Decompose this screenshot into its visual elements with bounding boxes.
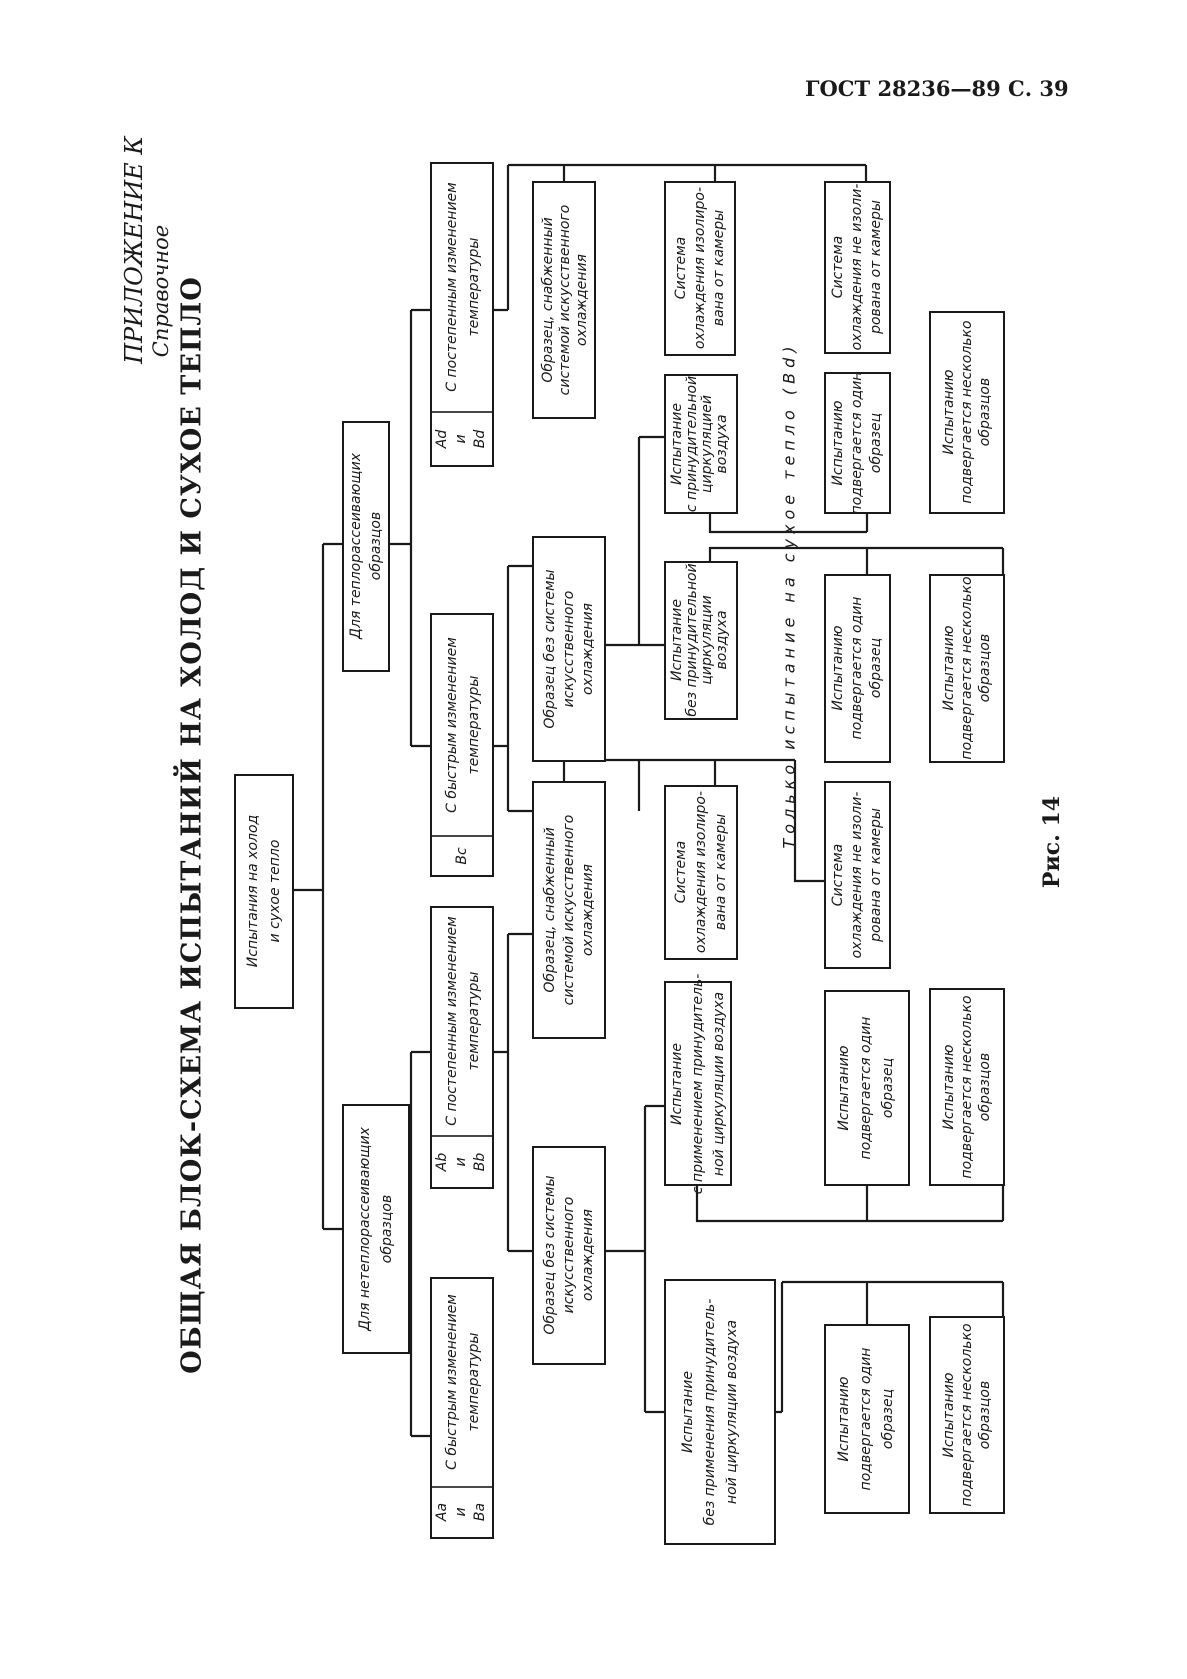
svg-text:ной циркуляции воздуха: ной циркуляции воздуха: [711, 991, 727, 1177]
svg-text:охлаждения не изоли-: охлаждения не изоли-: [849, 791, 865, 959]
svg-text:подвергается несколько: подвергается несколько: [959, 995, 975, 1179]
heat-dissipating-box: [343, 422, 389, 671]
appendix-reference: Справочное: [149, 224, 173, 358]
svg-text:Испытанию: Испытанию: [941, 1372, 957, 1458]
svg-text:подвергается один: подвергается один: [849, 596, 865, 740]
svg-text:Испытанию: Испытанию: [941, 1044, 957, 1130]
svg-text:Испытания на холод: Испытания на холод: [245, 814, 261, 968]
svg-text:с применением принудитель-: с применением принудитель-: [690, 973, 706, 1195]
svg-text:образцов: образцов: [379, 1194, 395, 1264]
svg-text:искусственного: искусственного: [561, 590, 577, 708]
cooling-insulated-1: [665, 786, 737, 959]
svg-text:с принудительной: с принудительной: [684, 375, 700, 513]
svg-text:Испытанию: Испытанию: [836, 1376, 852, 1462]
appendix-label: ПРИЛОЖЕНИЕ К: [120, 136, 148, 364]
svg-text:Испытание: Испытание: [669, 403, 685, 485]
svg-text:Ba: Ba: [472, 1502, 488, 1522]
figure-caption: Рис. 14: [1039, 795, 1065, 889]
mode-box-grad-h: [431, 163, 493, 466]
count-several-4: [930, 312, 1004, 513]
specimen-with-cooling-2: [533, 182, 595, 418]
svg-text:Ad: Ad: [434, 429, 450, 449]
root-box: [235, 775, 293, 1008]
svg-text:охлаждения: охлаждения: [580, 1209, 596, 1301]
svg-text:Bd: Bd: [472, 429, 488, 449]
svg-text:охлаждения изолиро-: охлаждения изолиро-: [693, 790, 709, 954]
svg-text:без принудительной: без принудительной: [684, 563, 700, 717]
svg-text:Испытанию: Испытанию: [836, 1045, 852, 1131]
svg-text:вана от камеры: вана от камеры: [711, 209, 727, 327]
svg-text:охлаждения: охлаждения: [574, 254, 590, 346]
test-with-forced-2: [665, 375, 737, 513]
test-with-forced-1: [665, 974, 731, 1194]
svg-text:С постепенным изменением: С постепенным изменением: [444, 182, 460, 392]
svg-text:Образец, снабженный: Образец, снабженный: [542, 827, 558, 993]
svg-text:образец: образец: [868, 637, 884, 699]
svg-text:Образец без системы: Образец без системы: [542, 1175, 558, 1335]
connector-heat: [389, 310, 431, 746]
connector-grad-nh: [493, 934, 533, 1251]
document-header: ГОСТ 28236—89 С. 39: [805, 76, 1069, 101]
connector-no-cooling-1: [605, 1106, 665, 1412]
svg-text:Испытание: Испытание: [680, 1371, 696, 1453]
svg-text:температуры: температуры: [466, 237, 482, 337]
svg-text:Ab: Ab: [434, 1152, 450, 1172]
svg-text:образцов: образцов: [977, 377, 993, 447]
cooling-not-insulated-2: [825, 182, 890, 353]
svg-text:Образец без системы: Образец без системы: [542, 569, 558, 729]
mode-box-fast-h: [431, 614, 493, 876]
svg-text:Система: Система: [830, 235, 846, 299]
connector-non-heat: [409, 1052, 431, 1436]
test-without-forced-1: [665, 1280, 775, 1544]
svg-text:воздуха: воздуха: [714, 414, 730, 474]
svg-text:Испытанию: Испытанию: [830, 400, 846, 486]
count-several-2: [930, 989, 1004, 1185]
svg-text:образец: образец: [868, 412, 884, 474]
svg-text:рована от камеры: рована от камеры: [868, 808, 884, 942]
specimen-no-cooling-2: [533, 537, 605, 761]
svg-text:Система: Система: [830, 843, 846, 907]
svg-text:и сухое тепло: и сухое тепло: [267, 839, 283, 943]
svg-text:системой искусственного: системой искусственного: [561, 814, 577, 1006]
svg-text:температуры: температуры: [466, 1332, 482, 1432]
svg-text:и: и: [453, 1507, 469, 1517]
connector-with-forced-2: [710, 513, 867, 532]
svg-text:образцов: образцов: [977, 1052, 993, 1122]
mode-box-grad-nh: [431, 907, 493, 1188]
svg-text:подвергается несколько: подвергается несколько: [959, 576, 975, 760]
svg-text:Bb: Bb: [472, 1152, 488, 1172]
connector-with-forced-1: [697, 1185, 1003, 1221]
svg-text:Система: Система: [673, 840, 689, 904]
svg-text:системой искусственного: системой искусственного: [557, 204, 573, 396]
svg-text:Испытание: Испытание: [669, 1043, 685, 1125]
svg-text:охлаждения: охлаждения: [580, 864, 596, 956]
svg-text:и: и: [453, 434, 469, 444]
connector-without-forced-2: [710, 548, 1003, 575]
svg-text:Испытанию: Испытанию: [941, 369, 957, 455]
count-one-2: [825, 991, 909, 1185]
svg-text:образец: образец: [880, 1057, 896, 1119]
svg-text:подвергается один: подвергается один: [849, 371, 865, 515]
svg-text:охлаждения не изоли-: охлаждения не изоли-: [849, 183, 865, 351]
connector-fast-h: [493, 566, 533, 811]
svg-text:воздуха: воздуха: [714, 610, 730, 670]
svg-text:С постепенным изменением: С постепенным изменением: [444, 916, 460, 1126]
svg-text:образцов: образцов: [977, 1380, 993, 1450]
specimen-with-cooling-1: [533, 782, 605, 1038]
svg-text:Испытанию: Испытанию: [941, 625, 957, 711]
cooling-not-insulated-1: [825, 782, 890, 968]
svg-text:подвергается несколько: подвергается несколько: [959, 320, 975, 504]
svg-text:рована от камеры: рована от камеры: [868, 200, 884, 334]
svg-text:охлаждения изолиро-: охлаждения изолиро-: [692, 186, 708, 350]
svg-text:и: и: [453, 1157, 469, 1167]
svg-text:циркуляции: циркуляции: [699, 595, 715, 685]
svg-text:Испытание: Испытание: [669, 599, 685, 681]
svg-text:Для нетеплорассеивающих: Для нетеплорассеивающих: [357, 1127, 373, 1331]
svg-text:температуры: температуры: [466, 675, 482, 775]
svg-text:искусственного: искусственного: [561, 1196, 577, 1314]
svg-text:подвергается один: подвергается один: [858, 1347, 874, 1491]
svg-text:С быстрым изменением: С быстрым изменением: [444, 637, 460, 813]
connector-root: [293, 544, 343, 1229]
count-several-1: [930, 1317, 1004, 1513]
svg-text:С быстрым изменением: С быстрым изменением: [444, 1294, 460, 1470]
count-one-3: [825, 575, 890, 762]
non-heat-dissipating-box: [343, 1105, 409, 1353]
cooling-insulated-2: [665, 182, 735, 355]
svg-text:подвергается один: подвергается один: [858, 1016, 874, 1160]
page-title: ОБЩАЯ БЛОК-СХЕМА ИСПЫТАНИЙ НА ХОЛОД И СУХОЕ ТЕПЛО: [176, 276, 208, 1374]
svg-text:образец: образец: [880, 1388, 896, 1450]
svg-text:Aa: Aa: [434, 1502, 450, 1522]
svg-text:Образец, снабженный: Образец, снабженный: [540, 217, 556, 383]
count-one-1: [825, 1325, 909, 1513]
svg-text:образцов: образцов: [977, 633, 993, 703]
svg-text:температуры: температуры: [466, 971, 482, 1071]
svg-text:Для теплорассеивающих: Для теплорассеивающих: [348, 453, 364, 639]
svg-text:ной циркуляции воздуха: ной циркуляции воздуха: [724, 1319, 740, 1505]
mode-box-fast-nh: [431, 1278, 493, 1538]
count-one-4: [825, 372, 890, 515]
svg-text:Система: Система: [673, 236, 689, 300]
svg-text:циркуляцией: циркуляцией: [699, 395, 715, 493]
svg-text:Испытанию: Испытанию: [830, 625, 846, 711]
svg-text:Bc: Bc: [454, 847, 470, 865]
svg-text:вана от камеры: вана от камеры: [713, 813, 729, 931]
connector-no-cooling-2: [605, 437, 665, 645]
dry-heat-only-label: Только испытание на сухое тепло (Bd): [779, 341, 799, 849]
svg-text:охлаждения: охлаждения: [580, 603, 596, 695]
svg-text:подвергается несколько: подвергается несколько: [959, 1323, 975, 1507]
svg-text:без применения принудитель-: без применения принудитель-: [702, 1298, 718, 1526]
svg-text:образцов: образцов: [368, 511, 384, 581]
count-several-3: [930, 575, 1004, 762]
specimen-no-cooling-1: [533, 1147, 605, 1364]
test-without-forced-2: [665, 562, 737, 719]
